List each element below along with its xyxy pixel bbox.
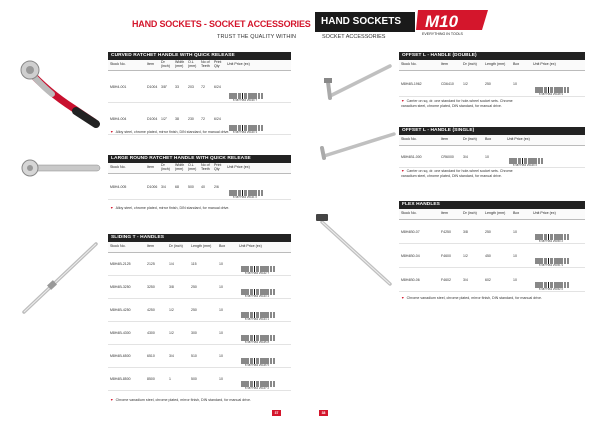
stock-no: M8H4B-1962 bbox=[401, 81, 422, 86]
item: CR6000 bbox=[441, 154, 454, 159]
drive: 3/8" bbox=[161, 84, 168, 89]
barcode: 8 9877384 25449 6 bbox=[507, 158, 541, 167]
box: 10 bbox=[219, 285, 223, 289]
item: F4600 bbox=[441, 253, 451, 258]
table-row bbox=[399, 268, 585, 292]
stock-no: M8H4B0-06 bbox=[401, 277, 420, 282]
section-header: FLEX HANDLES bbox=[399, 201, 585, 209]
stock-no: M8H4B-8500 bbox=[110, 377, 131, 381]
section-header: SLIDING T - HANDLES bbox=[108, 234, 291, 242]
sliding-handles-section bbox=[108, 234, 291, 391]
col-header: Item bbox=[147, 62, 154, 67]
col-header: Stock No. bbox=[110, 62, 126, 67]
col-header: O.L (mm) bbox=[188, 60, 197, 68]
col-header: Dr (inch) bbox=[463, 211, 477, 216]
col-header: Dr (inch) bbox=[463, 137, 477, 142]
table-row bbox=[108, 345, 291, 368]
box: 10 bbox=[219, 354, 223, 358]
col-header: Width (mm) bbox=[175, 163, 185, 171]
table-row bbox=[399, 244, 585, 268]
right-page-title-bar bbox=[315, 12, 415, 32]
col-header: Length (mm) bbox=[191, 244, 212, 249]
length: 250 bbox=[191, 308, 197, 312]
col-header: No of Teeth bbox=[201, 60, 210, 68]
section-header: CURVED RATCHET HANDLE WITH QUICK RELEASE bbox=[108, 52, 291, 60]
box: 10 bbox=[485, 154, 489, 159]
item: 2125 bbox=[147, 262, 155, 266]
barcode: 8 9877384 25439 7 bbox=[227, 93, 261, 102]
offset-double-image bbox=[310, 56, 398, 108]
col-header: Unit Price (ex) bbox=[533, 62, 556, 67]
teeth: 40 bbox=[201, 184, 205, 189]
m10-logo bbox=[416, 10, 490, 36]
col-header: Stock No. bbox=[110, 244, 126, 249]
table-header bbox=[108, 60, 291, 71]
section-header: LARGE ROUND RATCHET HANDLE WITH QUICK RELEASE bbox=[108, 155, 291, 163]
length: 250 bbox=[485, 81, 491, 86]
barcode: 8 9877384 25444 1 bbox=[239, 312, 273, 321]
tagline: TRUST THE QUALITY WITHIN bbox=[217, 34, 297, 40]
box: 10 bbox=[219, 308, 223, 312]
barcode: 8 9877384 25447 2 bbox=[239, 381, 273, 390]
col-header: Stock No. bbox=[401, 211, 417, 216]
drive: 1/2 bbox=[169, 331, 174, 335]
table-row bbox=[108, 174, 291, 200]
col-header: Dr (inch) bbox=[463, 62, 477, 67]
table-row bbox=[108, 71, 291, 103]
col-header: Dr (inch) bbox=[169, 244, 183, 249]
offset-single-section bbox=[399, 127, 585, 168]
table-header bbox=[108, 242, 291, 253]
col-header: Width (mm) bbox=[175, 60, 185, 68]
left-page-title: HAND SOCKETS - SOCKET ACCESSORIES bbox=[132, 19, 311, 29]
curved-ratchet-note: ▼ Alloy steel, chrome plated, mirror finish, DIN standard, for manual drive. bbox=[110, 130, 230, 134]
table-row bbox=[108, 322, 291, 345]
stock-no: M8H4B-3250 bbox=[110, 285, 131, 289]
right-page-title: HAND SOCKETS bbox=[321, 16, 402, 27]
large-ratchet-image bbox=[18, 150, 104, 186]
offset-single-image bbox=[310, 126, 398, 164]
item: 3250 bbox=[147, 285, 155, 289]
page-number-right: 38 bbox=[319, 410, 328, 416]
col-header: Length (mm) bbox=[485, 211, 506, 216]
length: 250 bbox=[191, 285, 197, 289]
col-header: Item bbox=[147, 165, 154, 170]
item: CD6410 bbox=[441, 81, 454, 86]
item: D1004 bbox=[147, 116, 158, 121]
item: 8500 bbox=[147, 377, 155, 381]
col-header: Box bbox=[485, 137, 492, 142]
stock-no: M8H4-004 bbox=[110, 116, 127, 121]
drive: 1 bbox=[169, 377, 171, 381]
col-header: Print Qty bbox=[214, 60, 222, 68]
item: D1006 bbox=[147, 184, 158, 189]
table-row bbox=[108, 368, 291, 391]
col-header: Stock No. bbox=[401, 137, 417, 142]
drive: 3/4 bbox=[463, 277, 468, 282]
length: 450 bbox=[485, 253, 491, 258]
length: 115 bbox=[191, 262, 197, 266]
barcode: 8 9877384 25443 4 bbox=[239, 289, 273, 298]
drive: 1/2 bbox=[169, 308, 174, 312]
barcode: 8 9877384 25450 2 bbox=[533, 234, 567, 243]
table-row bbox=[399, 146, 585, 168]
qty: 6/24 bbox=[214, 84, 221, 89]
offset-double-section bbox=[399, 52, 585, 97]
section-header: OFFSET L - HANDLE (SINGLE) bbox=[399, 127, 585, 135]
col-header: Stock No. bbox=[110, 165, 126, 170]
stock-no: M8H4B-4300 bbox=[110, 331, 131, 335]
section-header: OFFSET L - HANDLE (DOUBLE) bbox=[399, 52, 585, 60]
curved-ratchet-section bbox=[108, 52, 291, 135]
flex-handles-section bbox=[399, 201, 585, 292]
length: 203 bbox=[188, 84, 194, 89]
stock-no: M8H4B-4250 bbox=[110, 308, 131, 312]
drive: 1/2" bbox=[161, 116, 168, 121]
col-header: Unit Price (ex) bbox=[227, 165, 250, 170]
teeth: 72 bbox=[201, 84, 205, 89]
drive: 1/2 bbox=[463, 81, 468, 86]
col-header: Unit Price (ex) bbox=[239, 244, 262, 249]
stock-no: M8H4B0-04 bbox=[401, 253, 420, 258]
stock-no: M8H4B0-07 bbox=[401, 229, 420, 234]
item: F4250 bbox=[441, 229, 451, 234]
table-row bbox=[399, 71, 585, 97]
col-header: Unit Price (ex) bbox=[533, 211, 556, 216]
stock-no: M8H4-001 bbox=[110, 84, 127, 89]
table-row bbox=[108, 276, 291, 299]
stock-no: M8H4B-6500 bbox=[110, 354, 131, 358]
box: 10 bbox=[219, 377, 223, 381]
drive: 3/4 bbox=[169, 354, 174, 358]
col-header: Unit Price (ex) bbox=[507, 137, 530, 142]
box: 10 bbox=[513, 277, 517, 282]
table-row bbox=[108, 253, 291, 276]
sliding-handles-note: ▼ Chrome vanadium steel, chrome plated, mirror finish, DIN standard, for manual drive. bbox=[110, 398, 251, 402]
table-header bbox=[399, 135, 585, 146]
flex-handles-note: ▼ Chrome vanadium steel, chrome plated, mirror finish, DIN standard, for manual drive. bbox=[401, 296, 542, 300]
width: 33 bbox=[175, 84, 179, 89]
barcode: 8 9877384 25442 7 bbox=[239, 266, 273, 275]
barcode: 8 9877384 25446 5 bbox=[239, 358, 273, 367]
col-header: Item bbox=[441, 211, 448, 216]
table-row bbox=[399, 220, 585, 244]
curved-ratchet-image bbox=[18, 56, 102, 128]
col-header: Box bbox=[513, 211, 520, 216]
col-header: Stock No. bbox=[401, 62, 417, 67]
barcode: 8 9877384 25440 3 bbox=[227, 125, 261, 134]
stock-no: M8H4B1-000 bbox=[401, 154, 422, 159]
item: 6510 bbox=[147, 354, 155, 358]
page-number-left: 37 bbox=[272, 410, 281, 416]
drive: 3/4 bbox=[463, 154, 468, 159]
width: 68 bbox=[175, 184, 179, 189]
col-header: Item bbox=[441, 62, 448, 67]
col-header: Item bbox=[441, 137, 448, 142]
box: 10 bbox=[513, 81, 517, 86]
section-subtitle: SOCKET ACCESSORIES bbox=[322, 34, 386, 40]
logo-subtext: EVERYTHING IN TOOLS bbox=[422, 32, 463, 36]
barcode: 8 9877384 25445 8 bbox=[239, 335, 273, 344]
barcode: 8 9877384 25451 9 bbox=[533, 258, 567, 267]
length: 510 bbox=[191, 354, 197, 358]
col-header: Item bbox=[147, 244, 154, 249]
length: 602 bbox=[485, 277, 491, 282]
length: 300 bbox=[191, 331, 197, 335]
item: D1004 bbox=[147, 84, 158, 89]
drive: 1/2 bbox=[463, 253, 468, 258]
drive: 3/4 bbox=[161, 184, 166, 189]
table-header bbox=[108, 163, 291, 174]
col-header: Dr (inch) bbox=[161, 60, 170, 68]
item: F4602 bbox=[441, 277, 451, 282]
drive: 1/4 bbox=[169, 262, 174, 266]
drive: 3/8 bbox=[463, 229, 468, 234]
box: 10 bbox=[219, 262, 223, 266]
box: 10 bbox=[219, 331, 223, 335]
col-header: Length (mm) bbox=[485, 62, 506, 67]
item: 4300 bbox=[147, 331, 155, 335]
col-header: No of Teeth bbox=[201, 163, 210, 171]
barcode: 8 9877384 25448 9 bbox=[533, 87, 567, 96]
table-header bbox=[399, 209, 585, 220]
large-ratchet-section bbox=[108, 155, 291, 200]
logo-text: M10 bbox=[425, 12, 459, 31]
teeth: 72 bbox=[201, 116, 205, 121]
col-header: Dr (inch) bbox=[161, 163, 170, 171]
table-row bbox=[108, 299, 291, 322]
col-header: Unit Price (ex) bbox=[227, 62, 250, 67]
box: 10 bbox=[513, 253, 517, 258]
drive: 3/8 bbox=[169, 285, 174, 289]
col-header: Box bbox=[513, 62, 520, 67]
box: 10 bbox=[513, 229, 517, 234]
col-header: Box bbox=[219, 244, 226, 249]
table-header bbox=[399, 60, 585, 71]
col-header: Print Qty bbox=[214, 163, 222, 171]
sliding-handle-image bbox=[18, 228, 102, 318]
offset-single-note: ▼ Carrier on sq. dr. one standard for hole-wheel socket sets. Chrome vanadium steel, chrome plated, DIN standard, for manual drive. bbox=[401, 169, 513, 178]
col-header: O.L (mm) bbox=[188, 163, 197, 171]
length: 250 bbox=[485, 229, 491, 234]
flex-handle-image bbox=[312, 206, 398, 290]
barcode: 8 9877384 25441 0 bbox=[227, 190, 261, 199]
length: 500 bbox=[191, 377, 197, 381]
offset-double-note: ▼ Carrier on sq. dr. one standard for hole-wheel socket sets. Chrome vanadium steel, chrome plated, DIN standard, for manual drive. bbox=[401, 99, 513, 108]
length: 230 bbox=[188, 116, 194, 121]
large-ratchet-note: ▼ Alloy steel, chrome plated, mirror finish, DIN standard, for manual drive. bbox=[110, 206, 230, 210]
qty: 6/24 bbox=[214, 116, 221, 121]
width: 38 bbox=[175, 116, 179, 121]
qty: 2/6 bbox=[214, 184, 219, 189]
barcode: 8 9877384 25452 6 bbox=[533, 282, 567, 291]
length: 500 bbox=[188, 184, 194, 189]
stock-no: M8H4B-2125 bbox=[110, 262, 131, 266]
item: 4250 bbox=[147, 308, 155, 312]
stock-no: M8H4-005 bbox=[110, 184, 127, 189]
